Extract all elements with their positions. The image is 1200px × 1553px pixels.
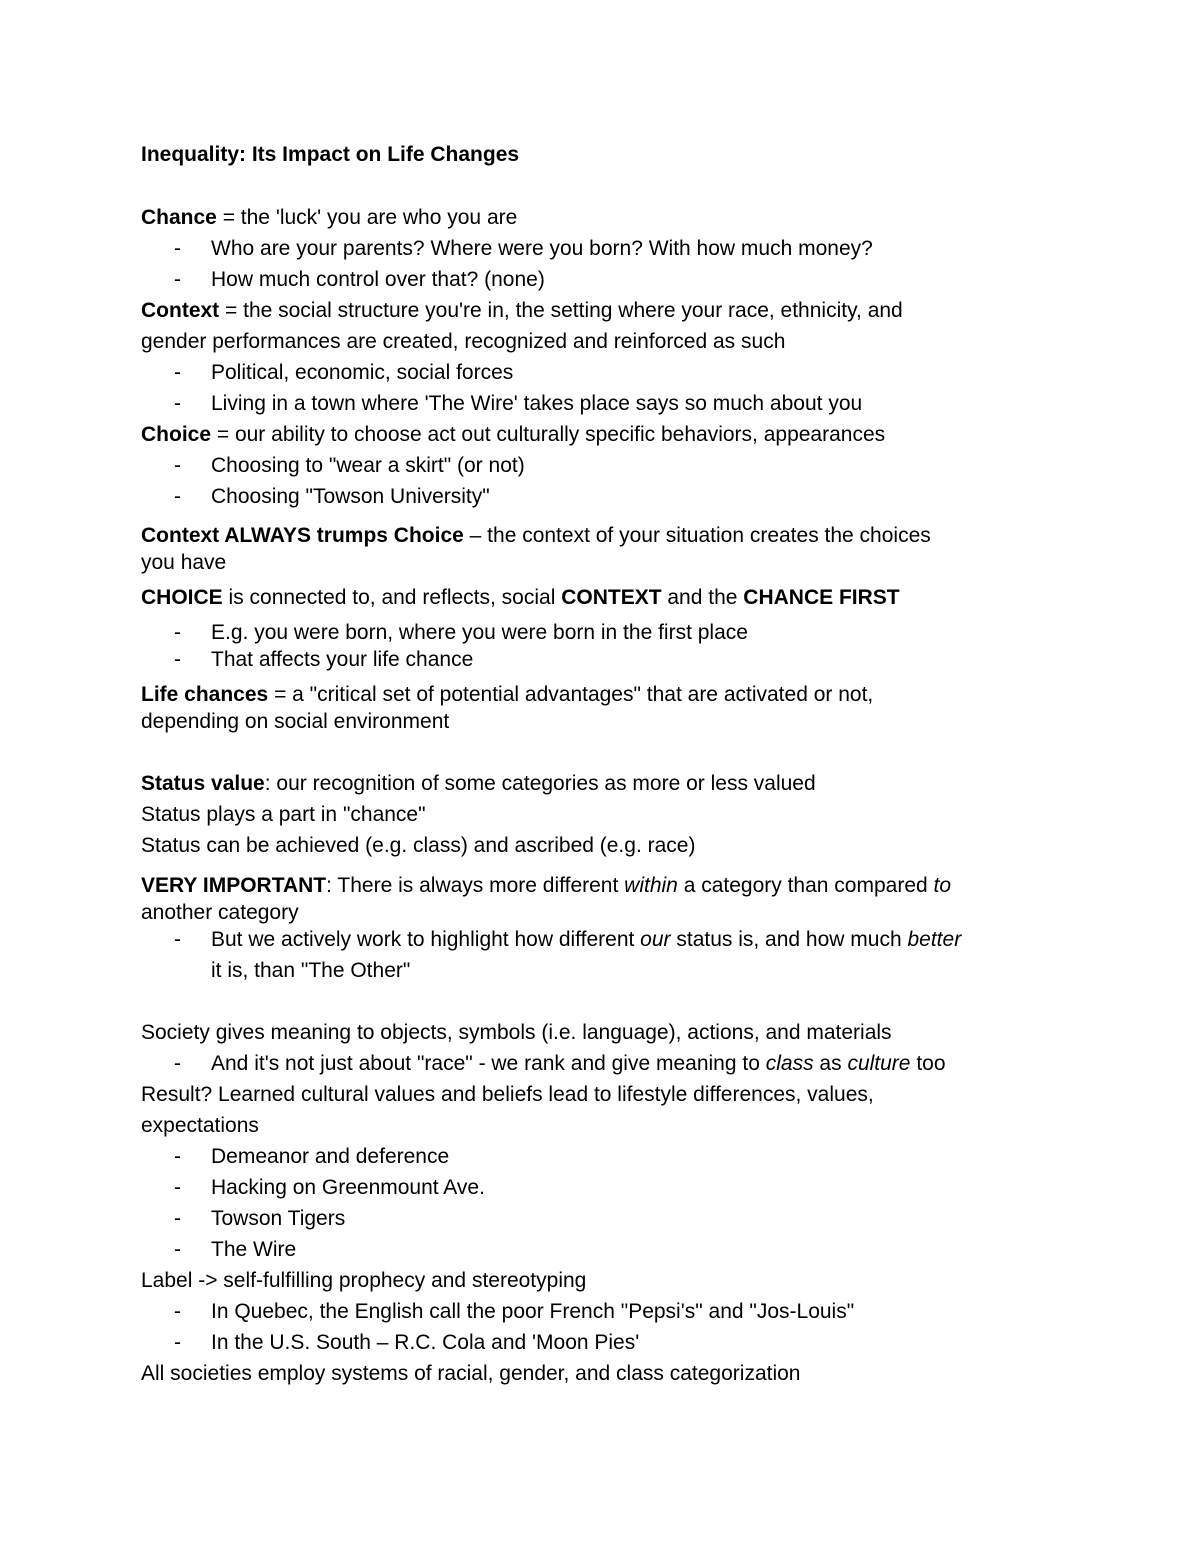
list-item-cont: it is, than "The Other" (211, 959, 411, 982)
list-item: - Choosing to "wear a skirt" (or not) (174, 454, 525, 477)
document-title: Inequality: Its Impact on Life Changes (141, 143, 520, 166)
status-line: Status plays a part in "chance" (141, 803, 426, 826)
society-line: Society gives meaning to objects, symbols (i.e. language), actions, and materials (141, 1021, 892, 1044)
list-item: - The Wire (174, 1238, 297, 1261)
life-chances-definition-cont: depending on social environment (141, 710, 450, 733)
list-item: - That affects your life chance (174, 648, 474, 671)
list-item: - Living in a town where 'The Wire' takes place says so much about you (174, 392, 863, 415)
important-statement: VERY IMPORTANT: There is always more different within a category than compared to (141, 874, 952, 897)
list-item: - Towson Tigers (174, 1207, 346, 1230)
status-line: Status can be achieved (e.g. class) and ascribed (e.g. race) (141, 834, 696, 857)
label-line: Label -> self-fulfilling prophecy and stereotyping (141, 1269, 587, 1292)
list-item: - And it's not just about "race" - we rank and give meaning to class as culture too (174, 1052, 946, 1075)
list-item: - In Quebec, the English call the poor French "Pepsi's" and "Jos-Louis" (174, 1300, 855, 1323)
result-line-cont: expectations (141, 1114, 259, 1137)
list-item: - How much control over that? (none) (174, 268, 545, 291)
list-item: - Hacking on Greenmount Ave. (174, 1176, 485, 1199)
result-line: Result? Learned cultural values and beliefs lead to lifestyle differences, values, (141, 1083, 874, 1106)
trumps-statement-cont: you have (141, 551, 227, 574)
final-line: All societies employ systems of racial, gender, and class categorization (141, 1362, 801, 1385)
important-statement-cont: another category (141, 901, 299, 924)
list-item: - But we actively work to highlight how different our status is, and how much better (174, 928, 962, 951)
reflects-statement: CHOICE is connected to, and reflects, social CONTEXT and the CHANCE FIRST (141, 586, 900, 609)
list-item: - In the U.S. South – R.C. Cola and 'Moon Pies' (174, 1331, 640, 1354)
list-item: - Who are your parents? Where were you born? With how much money? (174, 237, 873, 260)
status-definition: Status value: our recognition of some categories as more or less valued (141, 772, 816, 795)
context-definition-cont: gender performances are created, recognized and reinforced as such (141, 330, 786, 353)
list-item: - E.g. you were born, where you were born in the first place (174, 621, 748, 644)
list-item: - Political, economic, social forces (174, 361, 514, 384)
choice-definition: Choice = our ability to choose act out culturally specific behaviors, appearances (141, 423, 886, 446)
choice-term: Choice (141, 423, 212, 446)
chance-definition (141, 204, 517, 231)
context-term: Context (141, 299, 220, 322)
chance-def: = the 'luck' you are who you are (216, 206, 518, 229)
context-definition: Context = the social structure you're in, the setting where your race, ethnicity, and (141, 299, 903, 322)
list-item: - Choosing "Towson University" (174, 485, 490, 508)
trumps-statement: Context ALWAYS trumps Choice – the context of your situation creates the choices (141, 524, 931, 547)
life-chances-definition: Life chances = a "critical set of potential advantages" that are activated or not, (141, 683, 874, 706)
chance-term: Chance (141, 206, 217, 229)
list-item: - Demeanor and deference (174, 1145, 450, 1168)
